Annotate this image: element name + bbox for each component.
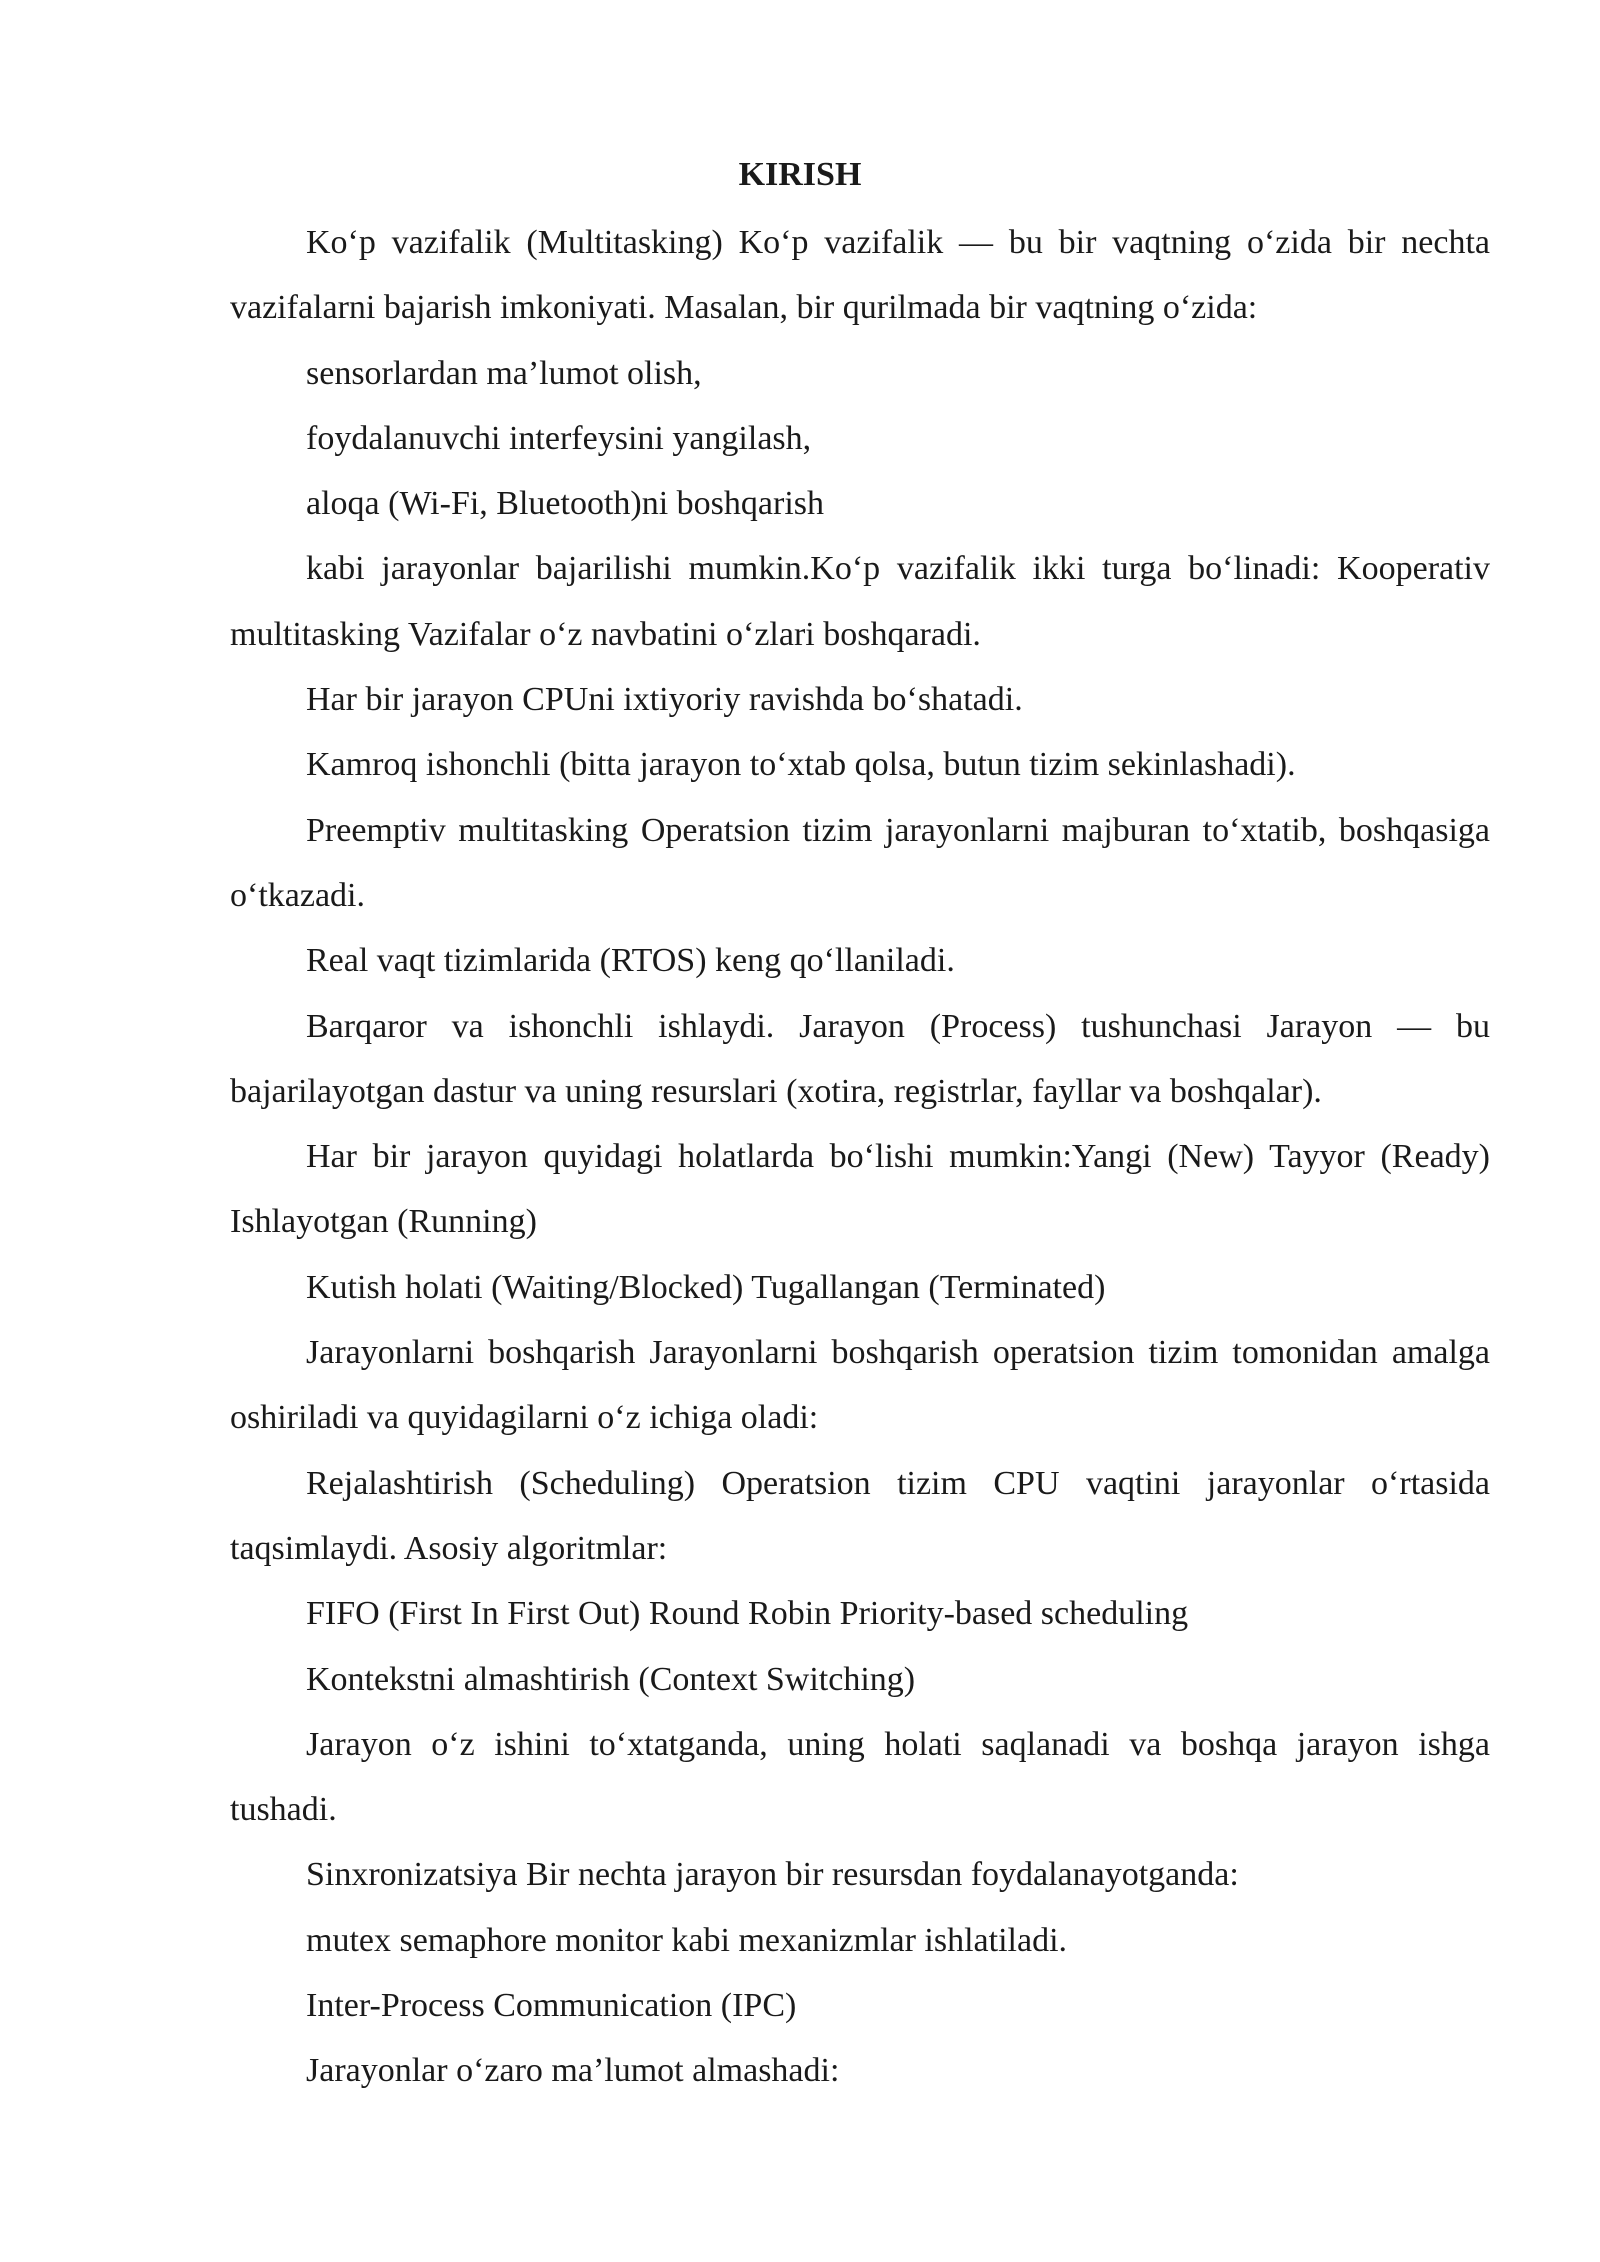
- paragraph: Inter-Process Communication (IPC): [306, 1987, 797, 2025]
- paragraph: foydalanuvchi interfeysini yangilash,: [306, 419, 812, 457]
- paragraph: FIFO (First In First Out) Round Robin Priority-based scheduling: [306, 1595, 1189, 1633]
- paragraph: mutex semaphore monitor kabi mexanizmlar ishlatiladi.: [306, 1921, 1068, 1959]
- paragraph: Har bir jarayon CPUni ixtiyoriy ravishda bo‘shatadi.: [306, 681, 1023, 719]
- paragraph: Jarayon o‘z ishini to‘xtatganda, uning holati saqlanadi va boshqa jarayon ishga tushadi.: [230, 1725, 1490, 1829]
- paragraph: Real vaqt tizimlarida (RTOS) keng qo‘llaniladi.: [306, 942, 955, 980]
- paragraph: Preemptiv multitasking Operatsion tizim jarayonlarni majburan to‘xtatib, boshqasiga o‘tkazadi.: [230, 811, 1490, 914]
- paragraph: aloqa (Wi-Fi, Bluetooth)ni boshqarish: [306, 485, 825, 523]
- document-body: [230, 210, 1490, 2104]
- paragraph: Jarayonlarni boshqarish Jarayonlarni boshqarish operatsion tizim tomonidan amalga oshiriladi va quyidagilarni o‘z ichiga oladi:: [230, 1334, 1490, 1437]
- page-title: KIRISH: [738, 156, 862, 193]
- paragraph: Rejalashtirish (Scheduling) Operatsion tizim CPU vaqtini jarayonlar o‘rtasida taqsimlaydi. Asosiy algoritmlar:: [230, 1464, 1490, 1567]
- paragraph: Kamroq ishonchli (bitta jarayon to‘xtab qolsa, butun tizim sekinlashadi).: [306, 746, 1296, 784]
- paragraph: Sinxronizatsiya Bir nechta jarayon bir resursdan foydalanayotganda:: [306, 1856, 1239, 1894]
- paragraph: Jarayonlar o‘zaro ma’lumot almashadi:: [306, 2052, 840, 2090]
- paragraph: sensorlardan ma’lumot olish,: [306, 354, 702, 392]
- paragraph: Har bir jarayon quyidagi holatlarda bo‘lishi mumkin:Yangi (New) Tayyor (Ready) Ishlayotgan (Running): [230, 1138, 1490, 1241]
- paragraph: Ko‘p vazifalik (Multitasking) Ko‘p vazifalik — bu bir vaqtning o‘zida bir nechta vazifalarni bajarish imkoniyati. Masalan, bir qurilmada bir vaqtning o‘zida:: [230, 224, 1490, 327]
- paragraph: Kutish holati (Waiting/Blocked) Tugallangan (Terminated): [306, 1268, 1106, 1306]
- paragraph: Barqaror va ishonchli ishlaydi. Jarayon (Process) tushunchasi Jarayon — bu bajarilayotgan dastur va uning resurslari (xotira, registrlar, fayllar va boshqalar).: [230, 1007, 1490, 1110]
- paragraph: Kontekstni almashtirish (Context Switching): [306, 1660, 916, 1698]
- paragraph: kabi jarayonlar bajarilishi mumkin.Ko‘p vazifalik ikki turga bo‘linadi: Kooperativ multitasking Vazifalar o‘z navbatini o‘zlari boshqaradi.: [230, 550, 1490, 653]
